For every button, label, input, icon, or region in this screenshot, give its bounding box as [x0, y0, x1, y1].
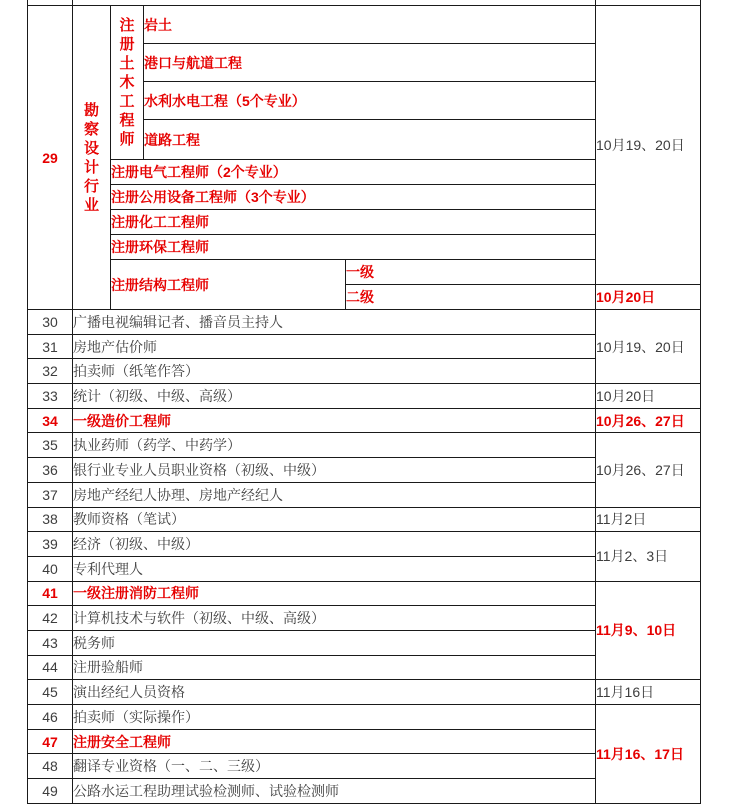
- exam-date: 11月16、17日: [596, 705, 701, 804]
- exam-name: 演出经纪人员资格: [73, 680, 596, 705]
- exam-name: 公路水运工程助理试验检测师、试验检测师: [73, 779, 596, 804]
- table-row: [28, 408, 701, 433]
- exam-name: 拍卖师（纸笔作答）: [73, 359, 596, 384]
- row-number: 31: [28, 334, 73, 359]
- exam-date: 11月2日: [596, 507, 701, 532]
- exam-name: 注册公用设备工程师（3个专业）: [111, 185, 596, 210]
- table-row: [28, 384, 701, 409]
- exam-name: 翻译专业资格（一、二、三级）: [73, 754, 596, 779]
- table-row: [28, 6, 701, 44]
- exam-name: 注册环保工程师: [111, 235, 596, 260]
- exam-subject: 水利水电工程（5个专业）: [144, 82, 596, 120]
- exam-name: 一级造价工程师: [73, 408, 596, 433]
- civil-engineer-vertical-label: 注册土木工程师: [119, 17, 135, 148]
- exam-date: 10月20日: [596, 384, 701, 409]
- exam-subject: 道路工程: [144, 120, 596, 160]
- exam-name: 广播电视编辑记者、播音员主持人: [73, 310, 596, 335]
- row-number: 44: [28, 655, 73, 680]
- exam-name: 注册电气工程师（2个专业）: [111, 160, 596, 185]
- exam-name: 经济（初级、中级）: [73, 532, 596, 557]
- exam-name: 注册验船师: [73, 655, 596, 680]
- row-number: 35: [28, 433, 73, 458]
- row-number: 49: [28, 779, 73, 804]
- row-number: 47: [28, 729, 73, 754]
- table-row: [28, 581, 701, 606]
- row-number: 41: [28, 581, 73, 606]
- exam-date: 10月19、20日: [596, 310, 701, 384]
- row-number: 40: [28, 556, 73, 581]
- row-number: 32: [28, 359, 73, 384]
- table-row: [28, 507, 701, 532]
- exam-name: 拍卖师（实际操作）: [73, 705, 596, 730]
- exam-date: 11月16日: [596, 680, 701, 705]
- exam-name: 一级注册消防工程师: [73, 581, 596, 606]
- exam-date: 11月9、10日: [596, 581, 701, 680]
- exam-subject: 港口与航道工程: [144, 44, 596, 82]
- row-number: 39: [28, 532, 73, 557]
- exam-name: 统计（初级、中级、高级）: [73, 384, 596, 409]
- exam-date: 10月26、27日: [596, 433, 701, 507]
- exam-date: 10月19、20日: [596, 6, 701, 285]
- civil-engineer-cell: [111, 6, 144, 160]
- exam-date: 10月20日: [596, 285, 701, 310]
- exam-schedule-table: [27, 0, 701, 804]
- exam-name: 注册结构工程师: [111, 260, 346, 310]
- table-row: [28, 310, 701, 335]
- category-cell: [73, 6, 111, 310]
- exam-date: 10月26、27日: [596, 408, 701, 433]
- row-number: 37: [28, 482, 73, 507]
- row-number: 33: [28, 384, 73, 409]
- row-number: 48: [28, 754, 73, 779]
- row-number: 45: [28, 680, 73, 705]
- row-number: 36: [28, 458, 73, 483]
- row-number: 38: [28, 507, 73, 532]
- exam-name: 注册化工工程师: [111, 210, 596, 235]
- exam-name: 银行业专业人员职业资格（初级、中级）: [73, 458, 596, 483]
- table-row: [28, 680, 701, 705]
- exam-name: 执业药师（药学、中药学）: [73, 433, 596, 458]
- table-row: [28, 433, 701, 458]
- row-number: 43: [28, 630, 73, 655]
- exam-name: 房地产经纪人协理、房地产经纪人: [73, 482, 596, 507]
- exam-name: 教师资格（笔试）: [73, 507, 596, 532]
- row-number: 34: [28, 408, 73, 433]
- exam-name: 计算机技术与软件（初级、中级、高级）: [73, 606, 596, 631]
- exam-date: 11月2、3日: [596, 532, 701, 581]
- row-number: 46: [28, 705, 73, 730]
- category-vertical-label: 勘察设计行业: [83, 101, 99, 214]
- exam-name: 房地产估价师: [73, 334, 596, 359]
- exam-name: 注册安全工程师: [73, 729, 596, 754]
- exam-level: 二级: [346, 285, 596, 310]
- exam-level: 一级: [346, 260, 596, 285]
- row-number: 42: [28, 606, 73, 631]
- row-number: 29: [28, 6, 73, 310]
- row-number: 30: [28, 310, 73, 335]
- exam-name: 税务师: [73, 630, 596, 655]
- table-row: [28, 532, 701, 557]
- exam-name: 专利代理人: [73, 556, 596, 581]
- table-row: [28, 705, 701, 730]
- exam-subject: 岩土: [144, 6, 596, 44]
